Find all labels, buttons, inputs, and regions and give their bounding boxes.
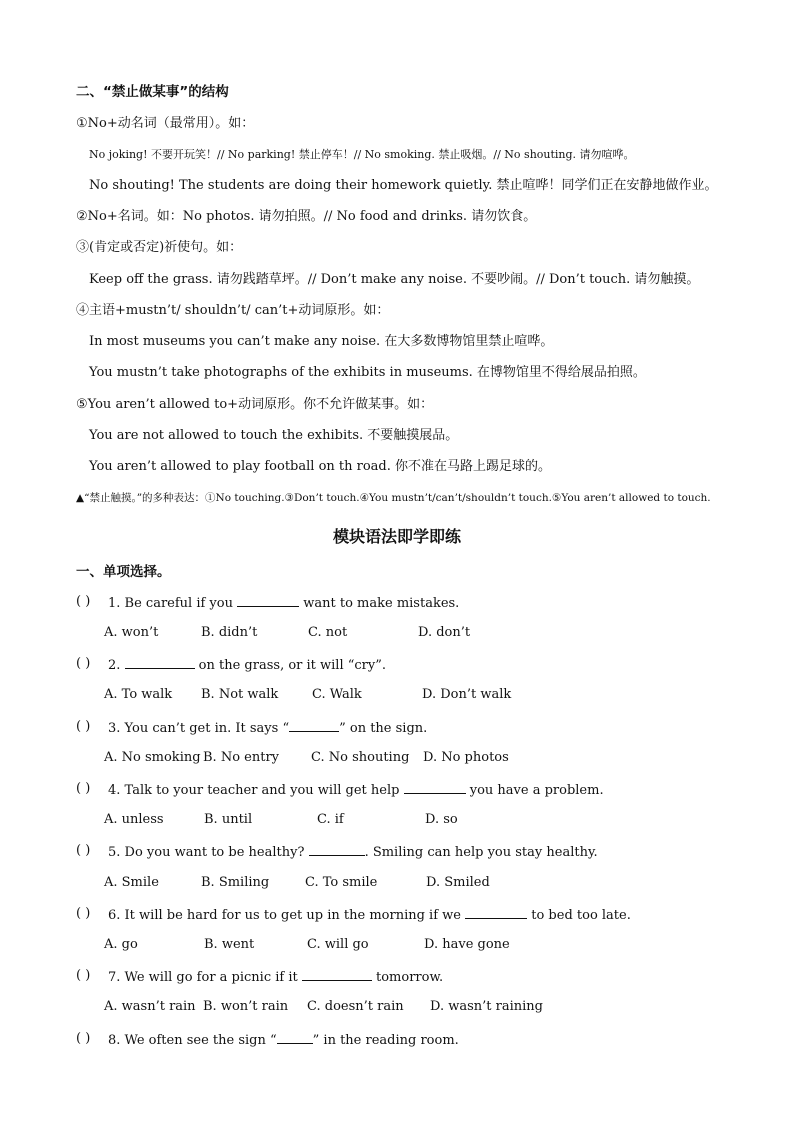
question-stem-end: on the grass, or it will “cry”.	[194, 658, 387, 673]
option-d[interactable]: D. wasn’t raining	[430, 999, 543, 1014]
rule-3: ③(肯定或否定)祈使句。如：	[76, 240, 243, 255]
rule-1-example-1: No joking! 不要开玩笑！// No parking! 禁止停车！// No smoking. 禁止吸烟。// No shouting. 请勿喧哗。	[89, 148, 635, 161]
question-text	[108, 656, 386, 674]
answer-blank[interactable]	[289, 719, 339, 732]
question-text	[108, 843, 598, 861]
option-a[interactable]: A. To walk	[104, 687, 173, 702]
option-c[interactable]: C. doesn’t rain	[307, 999, 404, 1014]
option-b[interactable]: B. didn’t	[201, 625, 258, 640]
section-title: 二、“禁止做某事”的结构	[76, 84, 229, 100]
answer-paren[interactable]: ( )	[76, 719, 91, 734]
question-text	[108, 968, 443, 986]
option-d[interactable]: D. Smiled	[426, 875, 490, 890]
answer-paren[interactable]: ( )	[76, 968, 91, 983]
option-a[interactable]: A. Smile	[104, 875, 159, 890]
question-stem: 8. We often see the sign “	[108, 1033, 277, 1048]
note: ▲“禁止触摸。”的多种表达：①No touching.③Don’t touch.④You mustn’t/can’t/shouldn’t touch.⑤You aren’t allowed to touch.	[76, 492, 711, 504]
answer-blank[interactable]	[465, 906, 527, 919]
question-stem-end: . Smiling can help you stay healthy.	[364, 845, 598, 860]
option-d[interactable]: D. No photos	[423, 750, 509, 765]
question-text	[108, 906, 631, 924]
option-a[interactable]: A. No smoking	[104, 750, 201, 765]
rule-2: ②No+名词。如：No photos. 请勿拍照。// No food and drinks. 请勿饮食。	[76, 209, 537, 224]
question-stem: 1. Be careful if you	[108, 596, 238, 611]
answer-paren[interactable]: ( )	[76, 656, 91, 671]
question-stem-end: want to make mistakes.	[299, 596, 460, 611]
question-stem: 3. You can’t get in. It says “	[108, 721, 290, 736]
question-text	[108, 781, 604, 799]
option-b[interactable]: B. until	[204, 812, 253, 827]
question-stem-end: to bed too late.	[527, 908, 631, 923]
rule-3-example-1: Keep off the grass. 请勿践踏草坪。// Don’t make any noise. 不要吵闹。// Don’t touch. 请勿触摸。	[89, 272, 700, 287]
option-b[interactable]: B. Not walk	[201, 687, 279, 702]
question-stem-end: you have a problem.	[465, 783, 604, 798]
rule-5-example-2: You aren’t allowed to play football on th road. 你不准在马路上踢足球的。	[89, 459, 552, 474]
option-c[interactable]: C. will go	[307, 937, 369, 952]
practice-title: 模块语法即学即练	[332, 527, 461, 546]
option-a[interactable]: A. unless	[104, 812, 164, 827]
rule-4: ④主语+mustn’t/ shouldn’t/ can’t+动词原形。如：	[76, 303, 390, 318]
question-stem-end: ” in the reading room.	[312, 1033, 459, 1048]
answer-paren[interactable]: ( )	[76, 1031, 91, 1046]
question-stem-end: ” on the sign.	[339, 721, 428, 736]
rule-4-example-2: You mustn’t take photographs of the exhibits in museums. 在博物馆里不得给展品拍照。	[89, 365, 646, 380]
question-stem: 6. It will be hard for us to get up in the morning if we	[108, 908, 466, 923]
question-stem: 7. We will go for a picnic if it	[108, 970, 302, 985]
option-c[interactable]: C. Walk	[312, 687, 362, 702]
rule-1-example-2: No shouting! The students are doing their homework quietly. 禁止喧哗！同学们正在安静地做作业。	[89, 178, 718, 193]
option-c[interactable]: C. if	[317, 812, 344, 827]
question-text	[108, 1031, 459, 1049]
answer-paren[interactable]: ( )	[76, 781, 91, 796]
option-a[interactable]: A. wasn’t rain	[104, 999, 196, 1014]
option-d[interactable]: D. have gone	[424, 937, 510, 952]
rule-5-example-1: You are not allowed to touch the exhibits. 不要触摸展品。	[89, 428, 459, 443]
option-b[interactable]: B. went	[204, 937, 255, 952]
answer-blank[interactable]	[125, 656, 195, 669]
answer-blank[interactable]	[302, 968, 372, 981]
option-d[interactable]: D. don’t	[418, 625, 471, 640]
answer-paren[interactable]: ( )	[76, 906, 91, 921]
answer-paren[interactable]: ( )	[76, 843, 91, 858]
option-c[interactable]: C. To smile	[305, 875, 378, 890]
option-d[interactable]: D. so	[425, 812, 458, 827]
question-stem: 4. Talk to your teacher and you will get help	[108, 783, 404, 798]
part-1-title: 一、单项选择。	[76, 564, 171, 580]
answer-blank[interactable]	[277, 1031, 313, 1044]
option-c[interactable]: C. not	[308, 625, 348, 640]
option-c[interactable]: C. No shouting	[311, 750, 410, 765]
question-text	[108, 719, 427, 737]
rule-5: ⑤You aren’t allowed to+动词原形。你不允许做某事。如：	[76, 397, 434, 412]
rule-1: ①No+动名词（最常用）。如：	[76, 116, 255, 131]
option-d[interactable]: D. Don’t walk	[422, 687, 512, 702]
question-stem: 5. Do you want to be healthy?	[108, 845, 309, 860]
answer-blank[interactable]	[309, 843, 365, 856]
question-stem: 2.	[108, 658, 125, 673]
option-b[interactable]: B. No entry	[203, 750, 280, 765]
answer-paren[interactable]: ( )	[76, 594, 91, 609]
option-a[interactable]: A. won’t	[104, 625, 159, 640]
option-b[interactable]: B. won’t rain	[203, 999, 289, 1014]
option-a[interactable]: A. go	[104, 937, 138, 952]
option-b[interactable]: B. Smiling	[201, 875, 270, 890]
rule-4-example-1: In most museums you can’t make any noise. 在大多数博物馆里禁止喧哗。	[89, 334, 554, 349]
question-stem-end: tomorrow.	[371, 970, 444, 985]
answer-blank[interactable]	[237, 594, 299, 607]
question-text	[108, 594, 459, 612]
answer-blank[interactable]	[404, 781, 466, 794]
